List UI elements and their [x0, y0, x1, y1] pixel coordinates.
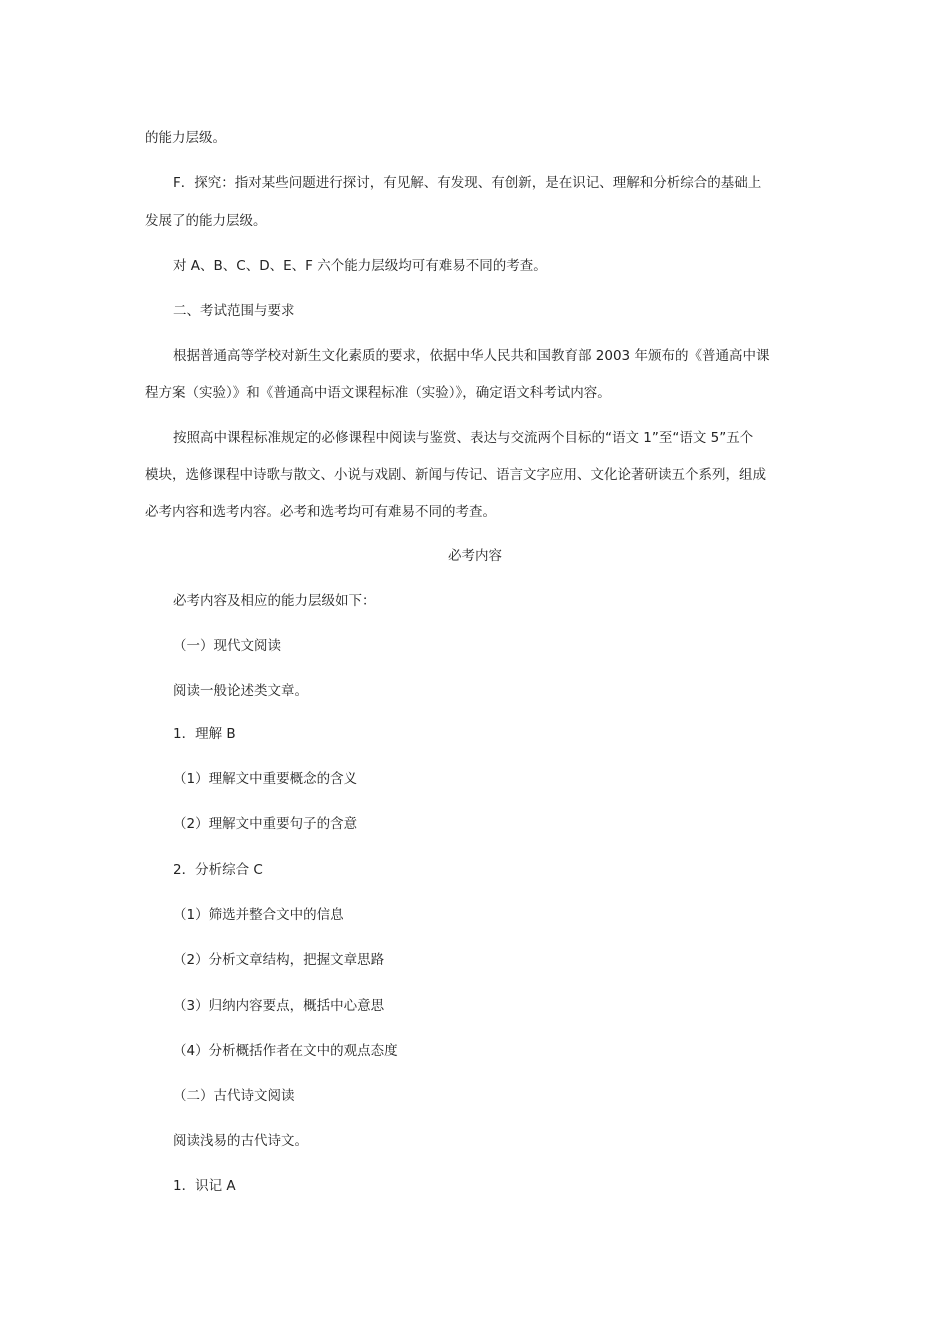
understand-label: 1．理解 B [173, 726, 236, 742]
modules-line-1: 按照高中课程标准规定的必修课程中阅读与鉴赏、表达与交流两个目标的“语文 1”至“语文 5”五个 [173, 430, 754, 446]
required-title: 必考内容 [448, 548, 502, 564]
basis-line-1: 根据普通高等学校对新生文化素质的要求，依据中华人民共和国教育部 2003 年颁布的《普通高中课 [173, 348, 770, 364]
item-f-line-1: F．探究：指对某些问题进行探讨，有见解、有发现、有创新，是在识记、理解和分析综合的基础上 [173, 175, 762, 191]
analyze-item: （4）分析概括作者在文中的观点态度 [173, 1043, 398, 1059]
ancient-reading-heading: （二）古代诗文阅读 [173, 1088, 295, 1104]
analyze-label: 2．分析综合 C [173, 862, 263, 878]
continuation-text: 的能力层级。 [145, 130, 226, 146]
modern-reading-heading: （一）现代文阅读 [173, 638, 281, 654]
memorize-label: 1．识记 A [173, 1178, 236, 1194]
item-f-line-2: 发展了的能力层级。 [145, 213, 267, 229]
understand-item: （1）理解文中重要概念的含义 [173, 771, 358, 787]
section2-heading: 二、考试范围与要求 [173, 303, 295, 319]
understand-item: （2）理解文中重要句子的含意 [173, 816, 358, 832]
analyze-item: （1）筛选并整合文中的信息 [173, 907, 344, 923]
analyze-item: （2）分析文章结构，把握文章思路 [173, 952, 385, 968]
modern-reading-intro: 阅读一般论述类文章。 [173, 683, 308, 699]
basis-line-2: 程方案（实验）》和《普通高中语文课程标准（实验）》，确定语文科考试内容。 [145, 385, 611, 401]
modules-line-2: 模块，选修课程中诗歌与散文、小说与戏剧、新闻与传记、语言文字应用、文化论著研读五个系列，组成 [145, 467, 766, 483]
required-intro: 必考内容及相应的能力层级如下： [173, 593, 376, 609]
modules-line-3: 必考内容和选考内容。必考和选考均可有难易不同的考查。 [145, 504, 496, 520]
analyze-item: （3）归纳内容要点，概括中心意思 [173, 998, 385, 1014]
ancient-reading-intro: 阅读浅易的古代诗文。 [173, 1133, 308, 1149]
levels-note: 对 A、B、C、D、E、F 六个能力层级均可有难易不同的考查。 [173, 258, 547, 274]
